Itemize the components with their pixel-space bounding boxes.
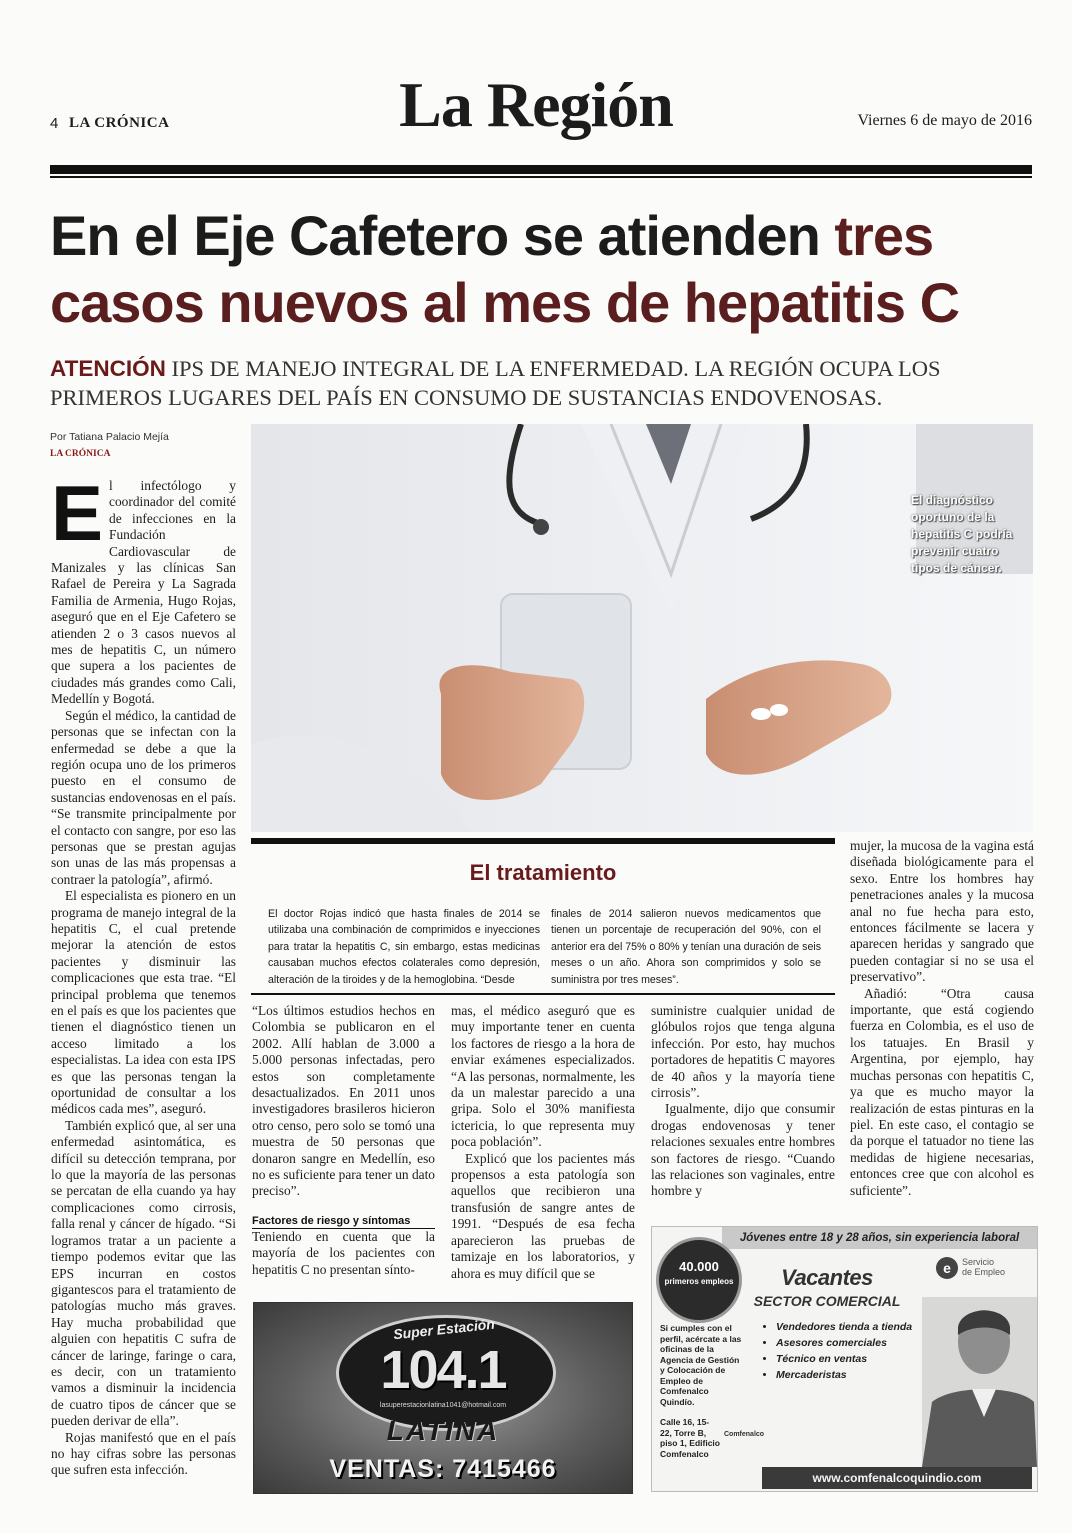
byline-author: Por Tatiana Palacio Mejía <box>50 431 169 443</box>
byline-outlet: LA CRÓNICA <box>50 449 111 459</box>
employment-service-label: Servicio de Empleo <box>962 1257 1006 1277</box>
section-title: La Región <box>399 69 673 140</box>
paper-name: LA CRÓNICA <box>69 115 170 131</box>
vacancy-item: • Vendedores tienda a tienda <box>776 1319 912 1335</box>
col4-p2: Igualmente, dijo que consumir drogas endovenosas y tener relaciones sexuales entre hombres son factores de riesgo. “Cuando las relaciones son vaginales, entre hombre y <box>651 1101 835 1199</box>
col1-p1: El infectólogo y coordinador del comité de infecciones en la Fundación Cardiovascular de Manizales y las clínicas San Rafael de Pereira y La Sagrada Familia de Armenia, Hugo Rojas, aseguró que en el Eje Cafetero se atienden 2 o 3 casos nuevos al mes de hepatitis C, un número que supera a los pacientes de ciudades más grandes como Cali, Medellín y Bogotá. <box>51 478 236 707</box>
subhead-text: IPS DE MANEJO INTEGRAL DE LA ENFERMEDAD. LA REGIÓN OCUPA LOS PRIMEROS LUGARES DEL PAÍS EN CONSUMO DE SUSTANCIAS ENDOVENOSAS. <box>50 356 941 410</box>
headline <box>50 202 1040 336</box>
column-4 <box>651 1003 835 1200</box>
box-rule-bottom <box>251 993 835 995</box>
header-rule-thin <box>50 176 1032 178</box>
job-ad-badge-text: primeros empleos <box>664 1277 734 1286</box>
col2-p1: “Los últimos estudios hechos en Colombia se publicaron en el 2002. Allí hablan de 3.000 a 5.000 personas infectadas, pero estos son completamente desactualizados. En 2011 unos investigadores brasileros hicieron otro censo, pero solo se tomó una muestra de 50 personas que donaron sangre en Medellín, eso no es suficiente para tener un dato preciso”. <box>252 1003 435 1199</box>
photo-caption: El diagnóstico oportuno de la hepatitis C podría prevenir cuatro tipos de cáncer. <box>911 493 1013 575</box>
headline-dark: En el Eje Cafetero se atienden <box>50 204 835 267</box>
radio-ad-sales: VENTAS: 7415466 <box>329 1455 557 1483</box>
article-photo <box>251 424 1033 832</box>
col2-p2: Teniendo en cuenta que la mayoría de los pacientes con hepatitis C no presentan sínto- <box>252 1228 435 1277</box>
job-ad-banner: Jóvenes entre 18 y 28 años, sin experiencia laboral <box>722 1227 1037 1249</box>
issue-date: Viernes 6 de mayo de 2016 <box>857 112 1032 129</box>
col1-p2: Según el médico, la cantidad de personas que se infectan con la enfermedad se debe a que la región ocupa uno de los primeros puesto en el consumo de sustancias endovenosas en el país. “Se transmite principalmente por el contacto con sangre, por eso las personas que se prestan agujas son unas de las más propensas a contraer la patología”, afirmó. <box>51 707 236 887</box>
doctor-illustration <box>251 424 1033 832</box>
job-ad-url: www.comfenalcoquindio.com <box>762 1467 1032 1489</box>
job-ad-address: Calle 16, 15-22, Torre B, piso 1, Edificio Comfenalco <box>660 1417 720 1459</box>
job-ad-vacancy-list <box>764 1319 912 1383</box>
radio-ad-email: lasuperestacionlatina1041@hotmail.com <box>379 1402 507 1409</box>
employment-service-icon: e <box>936 1257 958 1279</box>
page-number: 4 <box>50 115 59 132</box>
job-ad-title: Vacantes <box>781 1265 873 1290</box>
subhead <box>50 354 1035 412</box>
box-right-text: finales de 2014 salieron nuevos medicamentos que tienen un porcentaje de recuperación del 90%, con el anterior era del 75% o 80% y tenían una duración de seis meses o un año. Ahora son comprimidos y solo se suministra por tres meses”. <box>551 908 821 986</box>
job-ad-person-photo <box>922 1297 1037 1467</box>
vacancy-item: • Asesores comerciales <box>776 1335 912 1351</box>
radio-ad-tagline: LATINA <box>386 1415 500 1446</box>
radio-ad-brand: Super Estación <box>392 1315 496 1343</box>
col3-p1: mas, el médico aseguró que es muy importante tener en cuenta los factores de riesgo a la hora de enviar exámenes especializados. “A las personas, normalmente, les da un malestar parecido a una gripa. Solo el 30% manifiesta ictericia, lo que representa muy poca población”. <box>451 1003 635 1150</box>
box-title: El tratamiento <box>469 860 617 885</box>
column-3 <box>451 1003 635 1282</box>
headline-accent: tres <box>834 204 934 267</box>
job-ad-logo: Comfenalco <box>724 1431 765 1438</box>
column-5 <box>850 838 1034 1199</box>
radio-ad-frequency: 104.1 <box>380 1340 506 1400</box>
box-left-text: El doctor Rojas indicó que hasta finales de 2014 se utilizaba una combinación de comprimidos e inyecciones para tratar la hepatitis C, sin embargo, estas medicinas causaban muchos efectos colaterales como depresión, alteración de la tiroides y de la hemoglobina. “Desde <box>268 908 540 986</box>
job-ad-badge-number: 40.000 <box>679 1259 719 1274</box>
column-1 <box>51 478 236 1498</box>
vacancy-item: • Técnico en ventas <box>776 1351 912 1367</box>
job-ad-subtitle: SECTOR COMERCIAL <box>753 1293 901 1309</box>
col1-p4: También explicó que, al ser una enfermedad asintomática, es difícil su detección temprana, por lo que la mayoría de las personas se percatan de ella cuando ya hay complicaciones como cirrosis, falla renal y cáncer de hígado. “Si logramos tratar a un paciente a tiempo podemos evitar que las EPS incurran en costos gigantescos para el tratamiento de patologías mucho más graves. Hay mucha probabilidad que alguien con hepatitis C sufra de cáncer de laringe, faringe o cara, es decir, con un tratamiento vamos a disminuir la incidencia de cuatro tipos de cáncer que se pueden derivar de ella”. <box>51 1117 236 1429</box>
vacancy-item: • Mercaderistas <box>776 1367 912 1383</box>
job-ad-info: Si cumples con el perfil, acércate a las oficinas de la Agencia de Gestión y Colocación de Empleo de Comfenalco Quindío. <box>660 1323 742 1407</box>
col1-p3: El especialista es pionero en un programa de manejo integral de la hepatitis C, el cual pretende mejorar la atención de estos pacientes y disminuir las complicaciones que esta trae. “El principal problema que tenemos en el país es que los pacientes que tienen el diagnóstico tienen un acceso limitado a los especialistas. La idea con esta IPS es que las personas tengan la oportunidad de consultar a los médicos cada mes”, aseguró. <box>51 888 236 1117</box>
col2-subhead: Factores de riesgo y síntomas <box>252 1214 435 1229</box>
col5-p1: mujer, la mucosa de la vagina está diseñada biológicamente para el sexo. Entre los hombres hay penetraciones anales y la mucosa anal no fue hecha para esto, entonces fácilmente se lacera y aparecen heridas y sangrado que pueden contagiar si no se usa el preservativo”. <box>850 838 1034 985</box>
box-rule-top <box>251 838 835 844</box>
drop-cap: E <box>51 478 104 557</box>
col4-p1: suministre cualquier unidad de glóbulos rojos que tenga alguna infección. Por esto, hay muchos portadores de hepatitis C mayores de 40 años y la mayoría tiene cirrosis”. <box>651 1003 835 1101</box>
col1-p5: Rojas manifestó que en el país no hay cifras sobre las personas que sufren esta infección. <box>51 1429 236 1478</box>
job-ad <box>651 1226 1038 1492</box>
subhead-kicker: ATENCIÓN <box>50 356 166 381</box>
col3-p2: Explicó que los pacientes más propensos a esta patología son aquellos que recibieron una transfusión de sangre antes de 1991. “Después de esa fecha aparecieron las pruebas de tamizaje en los laboratorios, y ahora es muy difícil que se <box>451 1150 635 1281</box>
headline-line2: casos nuevos al mes de hepatitis C <box>50 271 960 334</box>
radio-ad <box>253 1302 633 1494</box>
column-2 <box>252 1003 435 1278</box>
col5-p2: Añadió: “Otra causa importante, que está cogiendo fuerza en Colombia, es el uso de los tatuajes. En Brasil y Argentina, por ejemplo, hay muchas personas con hepatitis C, ya que es mucho mayor la realización de estas pinturas en la piel. En este caso, el contagio se da porque el tatuador no tiene las medidas de higiene necesarias, entonces cree que con alcohol es suficiente”. <box>850 985 1034 1198</box>
header-rule <box>50 165 1032 174</box>
